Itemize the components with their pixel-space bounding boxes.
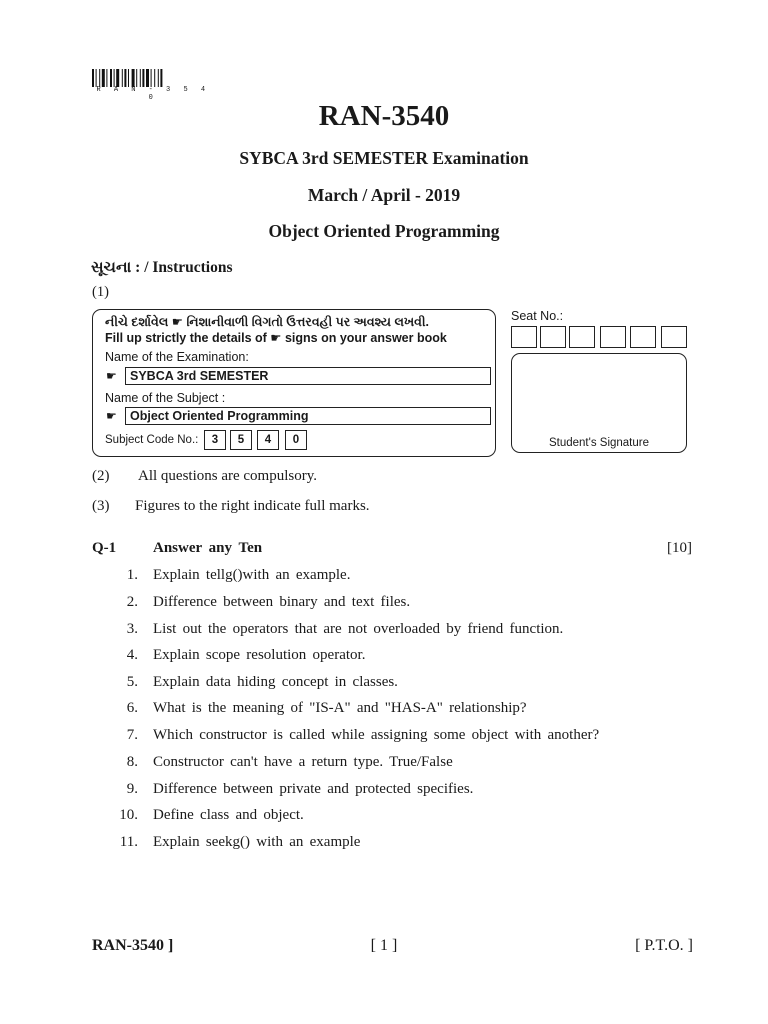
question-item-text: Constructor can't have a return type. True/False	[153, 754, 453, 770]
question-item-number: 6.	[126, 700, 138, 716]
barcode-bar	[92, 69, 94, 87]
question-item-number: 4.	[126, 647, 138, 663]
gujarati-note: નીચે દર્શાવેલ ☛ નિશાનીવાળી વિગતો ઉત્તરવહી પર અવશ્ય લખવી.	[105, 315, 430, 329]
question-heading: Answer any Ten	[153, 540, 263, 556]
question-item-text: Difference between binary and text files.	[153, 594, 411, 610]
seat-number-box	[661, 326, 687, 348]
barcode-bar	[106, 69, 107, 87]
subject-code-digit: 0	[285, 430, 307, 450]
question-item	[110, 807, 304, 824]
signature-label: Student's Signature	[548, 437, 649, 449]
barcode-bar	[160, 69, 162, 87]
question-item	[110, 647, 365, 664]
question-item-number: 9.	[126, 781, 138, 797]
barcode-bar	[114, 69, 115, 87]
barcode-bar	[96, 69, 97, 87]
question-item-text: Explain data hiding concept in classes.	[153, 674, 398, 690]
barcode-bar	[110, 69, 112, 87]
student-signature-box	[511, 353, 687, 453]
instruction-1-number: (1)	[92, 284, 109, 300]
question-item-text: Explain scope resolution operator.	[153, 647, 366, 663]
subject-field: Object Oriented Programming	[125, 407, 491, 425]
barcode-bar	[140, 69, 141, 87]
barcode-bar	[122, 69, 123, 87]
subject-code-digit: 5	[230, 430, 252, 450]
instruction-number: (3)	[92, 498, 110, 514]
barcode-bar	[154, 69, 155, 87]
instruction-text: All questions are compulsory.	[138, 468, 317, 484]
question-item-number: 10.	[119, 807, 138, 823]
answer-book-details-box	[92, 309, 496, 457]
barcode-bar	[102, 69, 105, 87]
question-item-text: List out the operators that are not overloaded by friend function.	[153, 621, 564, 637]
subject-code-digit: 3	[204, 430, 226, 450]
footer-pto: [ P.T.O. ]	[635, 937, 693, 954]
barcode-bar	[146, 69, 149, 87]
seat-number-box	[630, 326, 656, 348]
barcode-bar	[136, 69, 137, 87]
instruction-number: (2)	[92, 468, 110, 484]
question-item-number: 7.	[126, 727, 138, 743]
question-item-text: What is the meaning of "IS-A" and "HAS-A" relationship?	[153, 700, 527, 716]
question-item	[110, 781, 473, 798]
question-item-text: Explain seekg() with an example	[153, 834, 361, 850]
question-item	[110, 621, 563, 638]
question-item-text: Explain tellg()with an example.	[153, 567, 351, 583]
footer-page-number: [ 1 ]	[370, 937, 398, 954]
question-item	[110, 754, 453, 771]
barcode-bar	[158, 69, 159, 87]
question-item	[110, 567, 350, 584]
barcode-bar	[124, 69, 126, 87]
barcode-bar	[128, 69, 129, 87]
question-item	[110, 594, 410, 611]
subject-title: Object Oriented Programming	[268, 221, 500, 241]
exam-name-field: SYBCA 3rd SEMESTER	[125, 367, 491, 385]
footer-paper-code: RAN-3540 ]	[92, 937, 174, 954]
question-item-number: 3.	[126, 621, 138, 637]
question-item	[110, 674, 398, 691]
paper-code: RAN-3540	[318, 100, 450, 132]
question-item	[110, 700, 527, 717]
barcode-bar	[132, 69, 135, 87]
instruction-text: Figures to the right indicate full marks.	[135, 498, 370, 514]
exam-name-label: Name of the Examination:	[105, 350, 249, 364]
seat-number-label: Seat No.:	[511, 309, 564, 323]
question-item-number: 8.	[126, 754, 138, 770]
question-item-number: 5.	[126, 674, 138, 690]
question-item	[110, 834, 360, 851]
seat-number-box	[600, 326, 626, 348]
question-item-number: 1.	[126, 567, 138, 583]
question-item-text: Which constructor is called while assigning some object with another?	[153, 727, 600, 743]
pointing-hand-icon: ☛	[106, 369, 117, 383]
question-item-number: 11.	[119, 834, 138, 850]
seat-number-box	[511, 326, 537, 348]
barcode-bar	[151, 69, 152, 87]
pointing-hand-icon: ☛	[106, 409, 117, 423]
subject-label: Name of the Subject :	[105, 391, 226, 405]
english-note: Fill up strictly the details of ☛ signs on your answer book	[105, 331, 447, 345]
question-item-text: Difference between private and protected specifies.	[153, 781, 474, 797]
barcode-icon	[92, 69, 214, 87]
barcode-bar	[116, 69, 119, 87]
question-marks: [10]	[667, 540, 692, 556]
subject-code-digit: 4	[257, 430, 279, 450]
subject-code-label: Subject Code No.:	[105, 434, 199, 446]
seat-number-box	[569, 326, 595, 348]
exam-session: March / April - 2019	[307, 185, 461, 205]
question-item-number: 2.	[126, 594, 138, 610]
seat-number-box	[540, 326, 566, 348]
barcode-text: R A N - 3 5 4 0	[96, 86, 210, 102]
barcode-bar	[99, 69, 100, 87]
instructions-heading: સૂચના : / Instructions	[91, 259, 233, 276]
question-item	[110, 727, 599, 744]
exam-title: SYBCA 3rd SEMESTER Examination	[239, 148, 529, 168]
question-item-text: Define class and object.	[153, 807, 304, 823]
question-number: Q-1	[92, 540, 117, 556]
barcode-bar	[142, 69, 144, 87]
